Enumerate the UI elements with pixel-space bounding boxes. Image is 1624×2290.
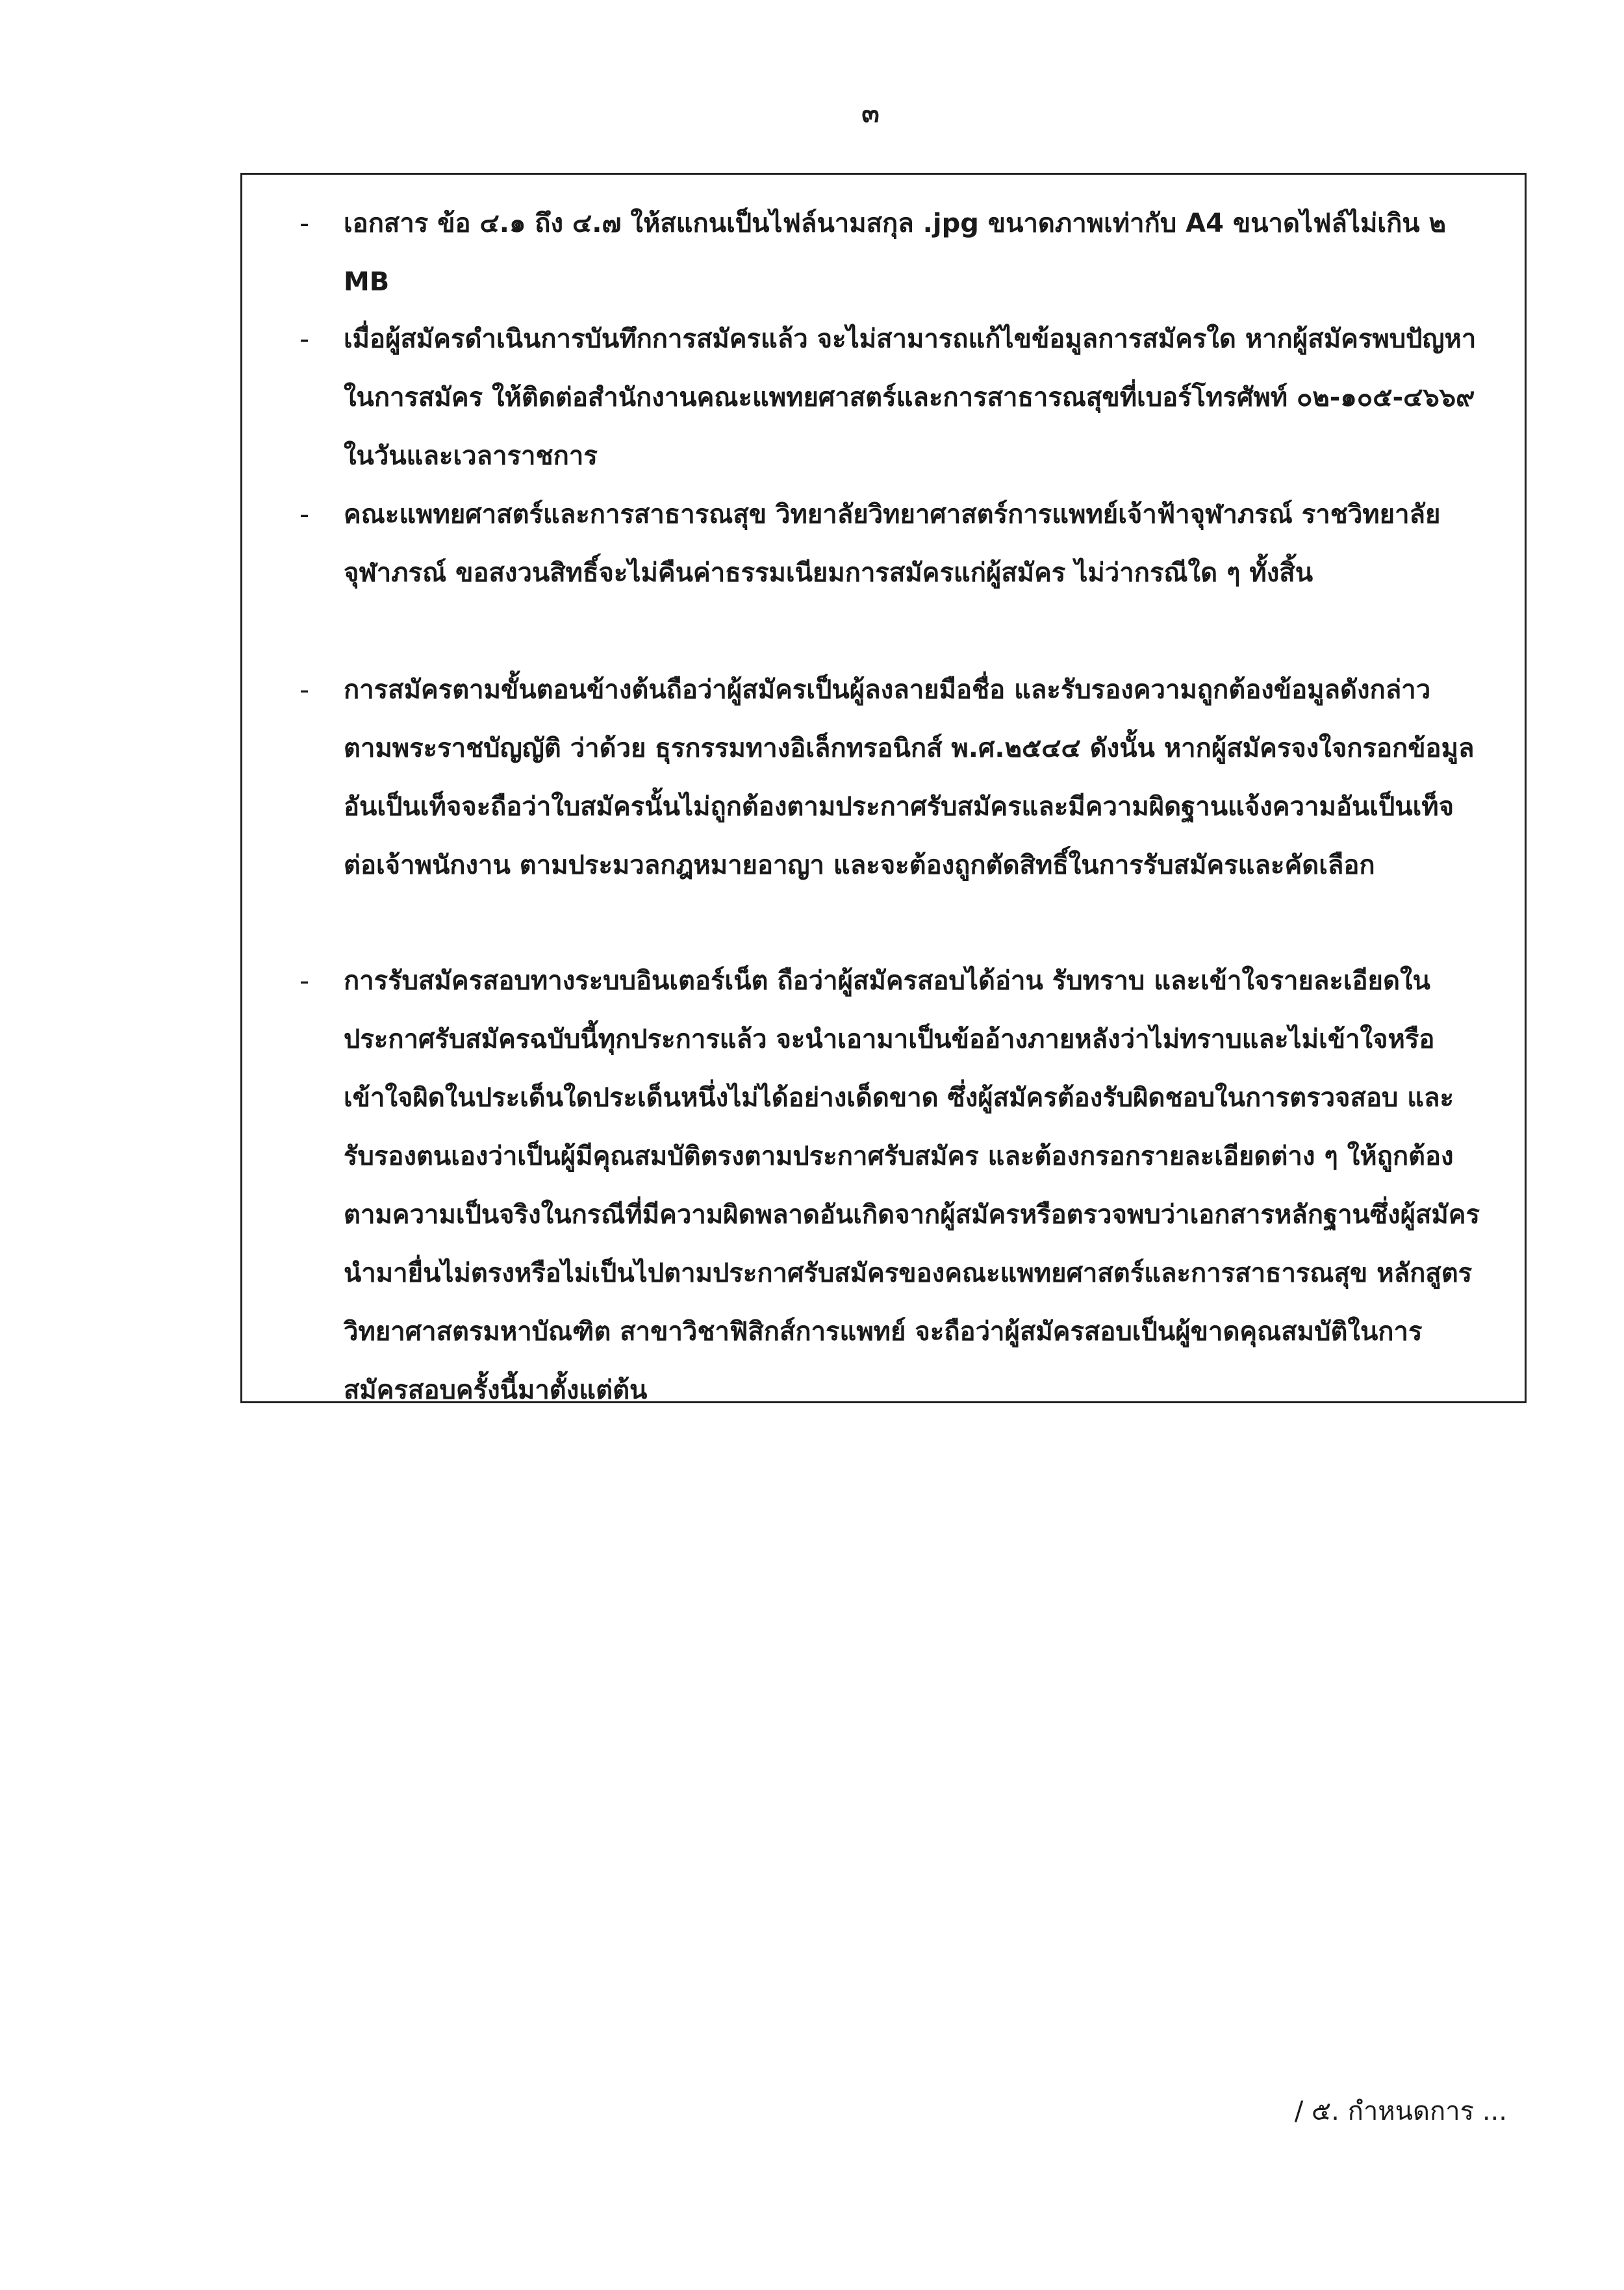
bullet-dash: - [299,323,310,355]
bullet-dash: - [299,207,310,239]
notice-item-text: เมื่อผู้สมัครดำเนินการบันทึกการสมัครแล้ว จะไม่สามารถแก้ไขข้อมูลการสมัครใด หากผู้สมัครพบปัญหาในการสมัคร ให้ติดต่อสำนักงานคณะแพทยศาสตร์และการสาธารณสุขที่เบอร์โทรศัพท์ ๐๒-๑๐๕-๔๖๖๙ ในวันและเวลาราชการ [344,324,1477,471]
bullet-dash: - [299,674,310,706]
notice-item-text: คณะแพทยศาสตร์และการสาธารณสุข วิทยาลัยวิทยาศาสตร์การแพทย์เจ้าฟ้าจุฬาภรณ์ ราชวิทยาลัยจุฬาภรณ์ ขอสงวนสิทธิ์จะไม่คืนค่าธรรมเนียมการสมัครแก่ผู้สมัคร ไม่ว่ากรณีใด ๆ ทั้งสิ้น [344,500,1441,588]
page-number: ๓ [861,99,880,129]
notice-item-text: การสมัครตามขั้นตอนข้างต้นถือว่าผู้สมัครเป็นผู้ลงลายมือชื่อ และรับรองความถูกต้องข้อมูลดังกล่าวตามพระราชบัญญัติ ว่าด้วย ธุรกรรมทางอิเล็กทรอนิกส์ พ.ศ.๒๕๔๔ ดังนั้น หากผู้สมัครจงใจกรอกข้อมูลอันเป็นเท็จจะถือว่าใบสมัครนั้นไม่ถูกต้องตามประกาศรับสมัครและมีความผิดฐานแจ้งความอันเป็นเท็จต่อเจ้าพนักงาน ตามประมวลกฎหมายอาญา และจะต้องถูกตัดสิทธิ์ในการรับสมัครและคัดเลือก [344,675,1475,880]
notice-box [240,173,1527,1403]
notice-item-text: เอกสาร ข้อ ๔.๑ ถึง ๔.๗ ให้สแกนเป็นไฟล์นามสกุล .jpg ขนาดภาพเท่ากับ A4 ขนาดไฟล์ไม่เกิน ๒ MB [344,209,1446,297]
bullet-dash: - [299,498,310,530]
bullet-dash: - [299,965,310,997]
notice-item-text: การรับสมัครสอบทางระบบอินเตอร์เน็ต ถือว่าผู้สมัครสอบได้อ่าน รับทราบ และเข้าใจรายละเอียดในประกาศรับสมัครฉบับนี้ทุกประการแล้ว จะนำเอามาเป็นข้ออ้างภายหลังว่าไม่ทราบและไม่เข้าใจหรือเข้าใจผิดในประเด็นใดประเด็นหนึ่งไม่ได้อย่างเด็ดขาด ซึ่งผู้สมัครต้องรับผิดชอบในการตรวจสอบ และรับรองตนเองว่าเป็นผู้มีคุณสมบัติตรงตามประกาศรับสมัคร และต้องกรอกรายละเอียดต่าง ๆ ให้ถูกต้องตามความเป็นจริงในกรณีที่มีความผิดพลาดอันเกิดจากผู้สมัครหรือตรวจพบว่าเอกสารหลักฐานซึ่งผู้สมัครนำมายื่นไม่ตรงหรือไม่เป็นไปตามประกาศรับสมัครของคณะแพทยศาสตร์และการสาธารณสุข หลักสูตรวิทยาศาสตรมหาบัณฑิต สาขาวิชาฟิสิกส์การแพทย์ จะถือว่าผู้สมัครสอบเป็นผู้ขาดคุณสมบัติในการสมัครสอบครั้งนี้มาตั้งแต่ต้น [344,966,1480,1405]
footer-continuation: / ๕. กำหนดการ ... [1294,2096,1507,2126]
